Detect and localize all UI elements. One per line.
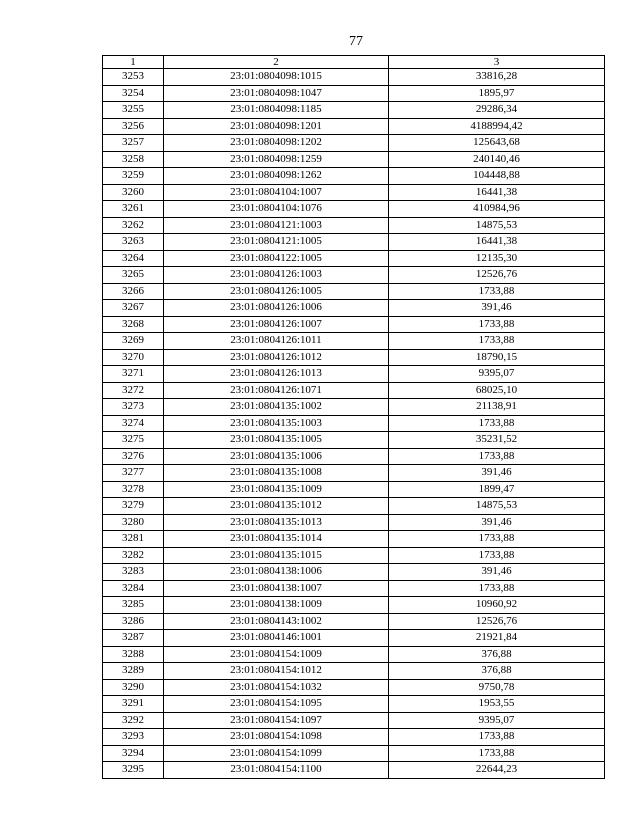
table-row [103,696,605,713]
table-row [103,745,605,762]
value-cell: 9395,07 [389,366,605,383]
value-cell: 9395,07 [389,712,605,729]
table-row [103,531,605,548]
value-cell: 21138,91 [389,399,605,416]
table-row [103,613,605,630]
cadastral-number-cell: 23:01:0804122:1005 [164,250,389,267]
value-cell: 125643,68 [389,135,605,152]
value-cell: 1733,88 [389,580,605,597]
row-number-cell: 3292 [103,712,164,729]
cadastral-number-cell: 23:01:0804098:1201 [164,118,389,135]
table-row [103,448,605,465]
table-body [103,69,605,779]
cadastral-number-cell: 23:01:0804135:1009 [164,481,389,498]
value-cell: 1899,47 [389,481,605,498]
table-row [103,283,605,300]
value-cell: 1733,88 [389,283,605,300]
column-header-2: 2 [164,56,389,69]
table-row [103,250,605,267]
cadastral-number-cell: 23:01:0804154:1012 [164,663,389,680]
table-row [103,201,605,218]
table-row [103,646,605,663]
value-cell: 1733,88 [389,729,605,746]
row-number-cell: 3271 [103,366,164,383]
cadastral-number-cell: 23:01:0804126:1006 [164,300,389,317]
row-number-cell: 3253 [103,69,164,86]
value-cell: 391,46 [389,300,605,317]
cadastral-number-cell: 23:01:0804154:1100 [164,762,389,779]
cadastral-number-cell: 23:01:0804121:1003 [164,217,389,234]
table-row [103,151,605,168]
row-number-cell: 3276 [103,448,164,465]
value-cell: 9750,78 [389,679,605,696]
table-row [103,679,605,696]
table-row [103,432,605,449]
table-row [103,415,605,432]
value-cell: 1733,88 [389,333,605,350]
row-number-cell: 3278 [103,481,164,498]
column-header-1: 1 [103,56,164,69]
table-row [103,366,605,383]
table-row [103,349,605,366]
cadastral-number-cell: 23:01:0804154:1097 [164,712,389,729]
value-cell: 14875,53 [389,217,605,234]
cadastral-number-cell: 23:01:0804135:1005 [164,432,389,449]
row-number-cell: 3260 [103,184,164,201]
row-number-cell: 3272 [103,382,164,399]
cadastral-number-cell: 23:01:0804138:1009 [164,597,389,614]
row-number-cell: 3268 [103,316,164,333]
table-row [103,498,605,515]
value-cell: 410984,96 [389,201,605,218]
row-number-cell: 3285 [103,597,164,614]
table-row [103,69,605,86]
cadastral-number-cell: 23:01:0804154:1095 [164,696,389,713]
cadastral-number-cell: 23:01:0804126:1011 [164,333,389,350]
value-cell: 240140,46 [389,151,605,168]
cadastral-number-cell: 23:01:0804126:1013 [164,366,389,383]
value-cell: 21921,84 [389,630,605,647]
table-row [103,465,605,482]
value-cell: 22644,23 [389,762,605,779]
cadastral-number-cell: 23:01:0804098:1047 [164,85,389,102]
row-number-cell: 3259 [103,168,164,185]
value-cell: 12526,76 [389,613,605,630]
cadastral-number-cell: 23:01:0804135:1015 [164,547,389,564]
cadastral-number-cell: 23:01:0804154:1099 [164,745,389,762]
value-cell: 1733,88 [389,745,605,762]
table-row [103,102,605,119]
row-number-cell: 3274 [103,415,164,432]
table-header [103,56,605,69]
table-row [103,597,605,614]
cadastral-number-cell: 23:01:0804135:1002 [164,399,389,416]
value-cell: 10960,92 [389,597,605,614]
table-row [103,712,605,729]
table-row [103,234,605,251]
cadastral-number-cell: 23:01:0804135:1014 [164,531,389,548]
cadastral-number-cell: 23:01:0804154:1032 [164,679,389,696]
data-table [102,55,605,779]
value-cell: 1733,88 [389,531,605,548]
row-number-cell: 3254 [103,85,164,102]
row-number-cell: 3255 [103,102,164,119]
row-number-cell: 3290 [103,679,164,696]
row-number-cell: 3282 [103,547,164,564]
page-number: 77 [349,34,363,49]
table-row [103,514,605,531]
table-row [103,168,605,185]
row-number-cell: 3264 [103,250,164,267]
value-cell: 1733,88 [389,448,605,465]
row-number-cell: 3294 [103,745,164,762]
cadastral-number-cell: 23:01:0804154:1098 [164,729,389,746]
value-cell: 1733,88 [389,316,605,333]
cadastral-number-cell: 23:01:0804143:1002 [164,613,389,630]
value-cell: 18790,15 [389,349,605,366]
row-number-cell: 3277 [103,465,164,482]
cadastral-number-cell: 23:01:0804104:1007 [164,184,389,201]
row-number-cell: 3293 [103,729,164,746]
row-number-cell: 3279 [103,498,164,515]
value-cell: 33816,28 [389,69,605,86]
cadastral-number-cell: 23:01:0804098:1185 [164,102,389,119]
row-number-cell: 3273 [103,399,164,416]
table-row [103,399,605,416]
value-cell: 391,46 [389,514,605,531]
cadastral-number-cell: 23:01:0804154:1009 [164,646,389,663]
row-number-cell: 3256 [103,118,164,135]
row-number-cell: 3281 [103,531,164,548]
cadastral-number-cell: 23:01:0804104:1076 [164,201,389,218]
cadastral-number-cell: 23:01:0804098:1202 [164,135,389,152]
table-row [103,135,605,152]
cadastral-number-cell: 23:01:0804098:1015 [164,69,389,86]
cadastral-number-cell: 23:01:0804138:1006 [164,564,389,581]
value-cell: 1953,55 [389,696,605,713]
table-row [103,663,605,680]
table-row [103,267,605,284]
row-number-cell: 3291 [103,696,164,713]
cadastral-number-cell: 23:01:0804126:1003 [164,267,389,284]
value-cell: 391,46 [389,465,605,482]
value-cell: 29286,34 [389,102,605,119]
value-cell: 12526,76 [389,267,605,284]
value-cell: 35231,52 [389,432,605,449]
table-row [103,300,605,317]
table-row [103,217,605,234]
cadastral-number-cell: 23:01:0804126:1005 [164,283,389,300]
row-number-cell: 3266 [103,283,164,300]
row-number-cell: 3275 [103,432,164,449]
row-number-cell: 3286 [103,613,164,630]
cadastral-number-cell: 23:01:0804135:1012 [164,498,389,515]
row-number-cell: 3289 [103,663,164,680]
cadastral-number-cell: 23:01:0804135:1006 [164,448,389,465]
row-number-cell: 3265 [103,267,164,284]
value-cell: 14875,53 [389,498,605,515]
row-number-cell: 3269 [103,333,164,350]
table-row [103,316,605,333]
table-row [103,118,605,135]
cadastral-number-cell: 23:01:0804135:1013 [164,514,389,531]
cadastral-number-cell: 23:01:0804098:1262 [164,168,389,185]
value-cell: 376,88 [389,663,605,680]
row-number-cell: 3283 [103,564,164,581]
row-number-cell: 3284 [103,580,164,597]
table-row [103,547,605,564]
cadastral-number-cell: 23:01:0804135:1008 [164,465,389,482]
table-row [103,184,605,201]
row-number-cell: 3288 [103,646,164,663]
table-row [103,630,605,647]
cadastral-number-cell: 23:01:0804126:1012 [164,349,389,366]
value-cell: 376,88 [389,646,605,663]
row-number-cell: 3258 [103,151,164,168]
row-number-cell: 3270 [103,349,164,366]
column-header-3: 3 [389,56,605,69]
value-cell: 12135,30 [389,250,605,267]
row-number-cell: 3295 [103,762,164,779]
cadastral-number-cell: 23:01:0804138:1007 [164,580,389,597]
table-row [103,85,605,102]
table-row [103,729,605,746]
value-cell: 68025,10 [389,382,605,399]
cadastral-number-cell: 23:01:0804121:1005 [164,234,389,251]
row-number-cell: 3267 [103,300,164,317]
table-row [103,333,605,350]
row-number-cell: 3263 [103,234,164,251]
header-row [103,56,605,69]
value-cell: 1895,97 [389,85,605,102]
cadastral-number-cell: 23:01:0804126:1007 [164,316,389,333]
row-number-cell: 3280 [103,514,164,531]
row-number-cell: 3257 [103,135,164,152]
table-row [103,762,605,779]
value-cell: 16441,38 [389,184,605,201]
value-cell: 16441,38 [389,234,605,251]
cadastral-number-cell: 23:01:0804126:1071 [164,382,389,399]
value-cell: 391,46 [389,564,605,581]
table-row [103,580,605,597]
table-row [103,382,605,399]
row-number-cell: 3261 [103,201,164,218]
table-row [103,481,605,498]
row-number-cell: 3287 [103,630,164,647]
table-row [103,564,605,581]
cadastral-number-cell: 23:01:0804135:1003 [164,415,389,432]
cadastral-number-cell: 23:01:0804098:1259 [164,151,389,168]
value-cell: 104448,88 [389,168,605,185]
value-cell: 4188994,42 [389,118,605,135]
value-cell: 1733,88 [389,415,605,432]
cadastral-number-cell: 23:01:0804146:1001 [164,630,389,647]
row-number-cell: 3262 [103,217,164,234]
value-cell: 1733,88 [389,547,605,564]
